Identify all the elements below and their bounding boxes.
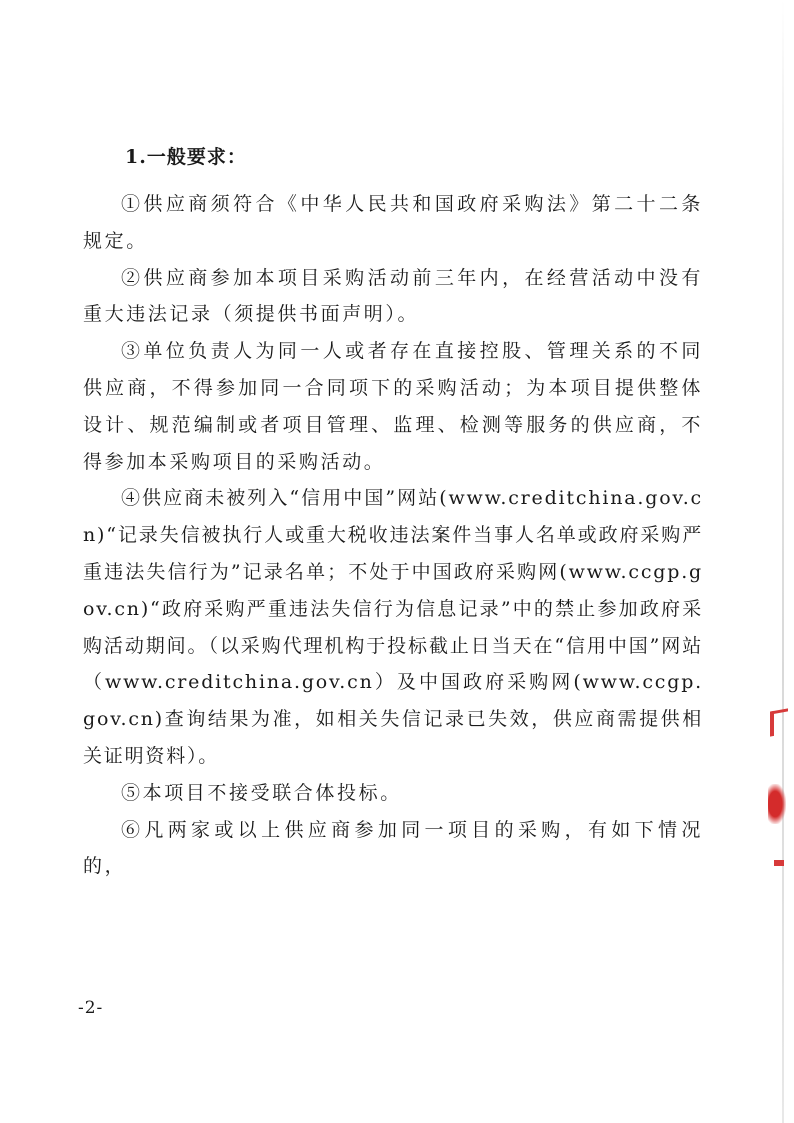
requirement-1: ①供应商须符合《中华人民共和国政府采购法》第二十二条规定。 [83,193,703,252]
section-heading: 1.一般要求： [125,146,247,168]
page-number: -2- [78,998,104,1018]
requirement-3: ③单位负责人为同一人或者存在直接控股、管理关系的不同供应商，不得参加同一合同项下的采购活动；为本项目提供整体设计、规范编制或者项目管理、监理、检测等服务的供应商，不得参加本采购项目的采购活动。 [83,340,703,473]
requirement-6: ⑥凡两家或以上供应商参加同一项目的采购，有如下情况的， [83,818,703,878]
seal-stamp-fragment [764,700,788,880]
seal-mark-top [770,708,788,736]
requirement-2: ②供应商参加本项目采购活动前三年内，在经营活动中没有重大违法记录（须提供书面声明）。 [83,266,703,326]
seal-mark-middle [768,784,786,824]
requirement-4: ④供应商未被列入“信用中国”网站(www.creditchina.gov.cn)“记录失信被执行人或重大税收违法案件当事人名单或政府采购严重违法失信行为”记录名单；不处于中国政府采购网(www.ccgp.gov.cn)“政府采购严重违法失信行为信息记录”中的禁止参加政府采购活动期间。（以采购代理机构于投标截止日当天在“信用中国”网站（www.creditchina.gov.cn）及中国政府采购网(www.ccgp.gov.cn)查询结果为准，如相关失信记录已失效，供应商需提供相关证明资料）。 [83,487,703,767]
seal-mark-bottom [774,860,784,866]
document-body [83,142,703,885]
requirement-5: ⑤本项目不接受联合体投标。 [121,781,402,804]
page-edge-shadow [782,0,784,1123]
